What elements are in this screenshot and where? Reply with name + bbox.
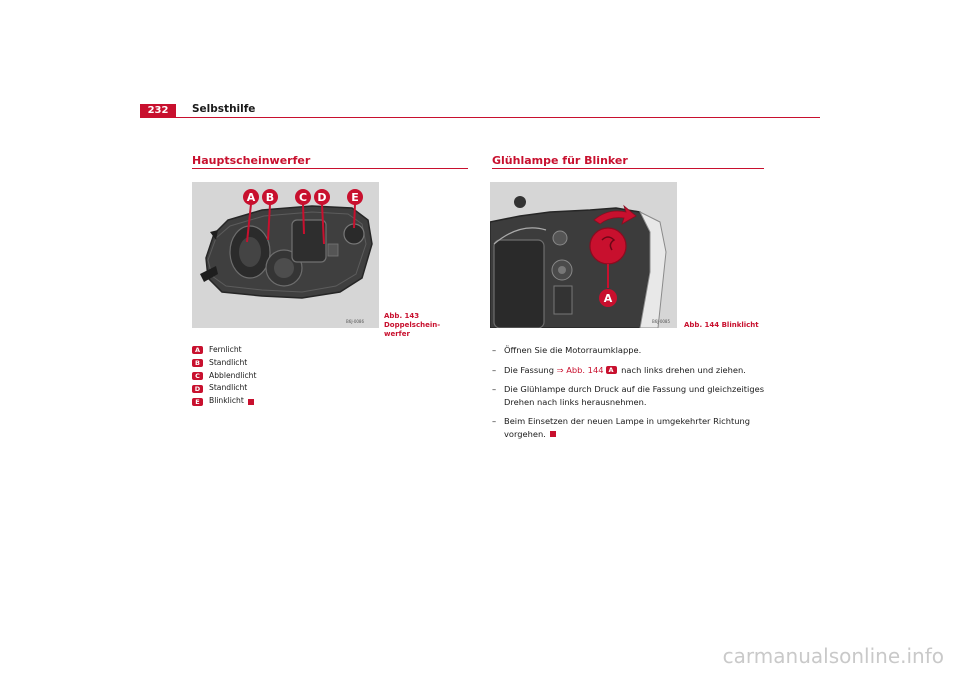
instruction-step: [492, 364, 782, 377]
instruction-step: [492, 383, 782, 408]
bulb-legend: [192, 344, 256, 408]
legend-label: Fernlicht: [209, 345, 242, 354]
callout-c-label: C: [298, 191, 308, 204]
indicator-bulb-socket: [590, 228, 626, 264]
figure-headlight-illustration: [192, 182, 379, 328]
section-end-marker: [550, 431, 556, 437]
step-key-badge: A: [606, 366, 617, 374]
instruction-steps: [492, 344, 782, 447]
legend-label: Standlicht: [209, 383, 248, 393]
figure-indicator-illustration: [490, 182, 677, 328]
figure-code-right: B6J-0085: [652, 319, 670, 324]
low-beam-cap: [292, 220, 326, 262]
legend-key-badge: D: [192, 385, 203, 393]
legend-item: [192, 357, 256, 370]
step-text: [504, 364, 746, 377]
instruction-step: [492, 344, 782, 357]
step-dash: –: [492, 364, 497, 375]
callout-a-label: A: [246, 191, 256, 204]
section-title-headlight: Hauptscheinwerfer: [192, 154, 311, 167]
legend-label: Abblendlicht: [209, 370, 257, 380]
legend-key-badge: B: [192, 359, 203, 367]
instruction-step: [492, 415, 782, 440]
figure-caption-143: Abb. 143 Doppelschein- werfer: [384, 312, 441, 338]
legend-key-badge: A: [192, 346, 203, 354]
connector-block: [554, 286, 572, 314]
header-rule: [140, 117, 820, 118]
step-dash: –: [492, 345, 497, 355]
chapter-title: Selbsthilfe: [192, 103, 256, 115]
legend-item: [192, 395, 256, 408]
figure-code-left: B6J-0086: [346, 319, 364, 324]
callout-a-label: A: [603, 292, 613, 305]
section-rule-right: [492, 168, 764, 169]
step-dash: –: [492, 416, 497, 426]
section-rule-left: [192, 168, 468, 169]
callout-e-label: E: [351, 191, 359, 204]
legend-label: Standlicht: [209, 357, 248, 367]
section-title-indicator: Glühlampe für Blinker: [492, 154, 628, 167]
legend-key-badge: C: [192, 372, 203, 380]
step-text-post: nach links drehen und ziehen.: [618, 364, 746, 375]
watermark: carmanualsonline.info: [722, 644, 944, 668]
step-text-body: Beim Einsetzen der neuen Lampe in umgekehrter Richtung vorgehen.: [504, 416, 751, 439]
figure-cross-reference[interactable]: ⇒ Abb. 144: [556, 364, 604, 375]
legend-item: [192, 344, 256, 357]
legend-label: Blinklicht: [209, 396, 244, 406]
step-dash: –: [492, 384, 497, 394]
figure-caption-144: Abb. 144 Blinklicht: [684, 321, 759, 329]
step-text: Öffnen Sie die Motorraumklappe.: [504, 345, 642, 355]
callout-d-label: D: [317, 191, 327, 204]
legend-item: [192, 382, 256, 395]
step-text: Die Glühlampe durch Druck auf die Fassung und gleichzeitiges Drehen nach links herausnehmen.: [504, 384, 765, 407]
step-text-pre: Die Fassung: [504, 364, 557, 375]
legend-key-badge: E: [192, 398, 203, 406]
section-end-marker: [248, 399, 254, 405]
page-number: 232: [140, 104, 176, 118]
rear-cover: [494, 240, 544, 328]
legend-item: [192, 370, 256, 383]
step-text: [504, 415, 782, 440]
callout-b-label: B: [265, 191, 275, 204]
